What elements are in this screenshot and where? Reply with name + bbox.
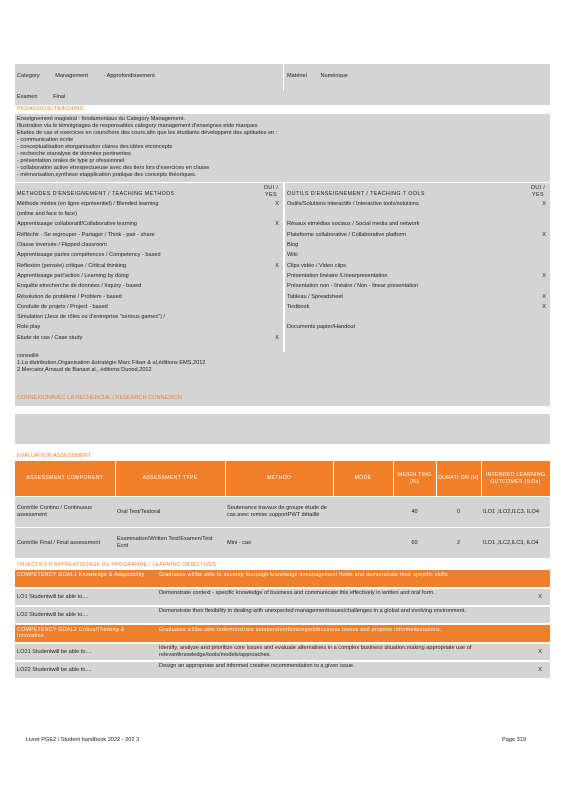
method-cell: Mini - cas bbox=[225, 528, 333, 558]
teaching-tools-column bbox=[285, 183, 550, 353]
list-item bbox=[15, 662, 550, 678]
methods-title: METHODES D'ENSEIGNEMENT / TEACHING METHODS bbox=[17, 190, 175, 197]
page-number: Page 319 bbox=[502, 737, 526, 743]
weighting-header: WEIGH TING (%) bbox=[393, 461, 436, 497]
item-label: Wiki bbox=[287, 252, 298, 259]
weighting-cell: 60 bbox=[393, 528, 436, 558]
list-item bbox=[285, 201, 550, 211]
teaching-line: - recherche etanalyse de données pertinentes bbox=[17, 150, 131, 157]
tools-title: OUTILS D'ENSEIGNEMENT / TEACHING T OOLS bbox=[287, 190, 425, 197]
list-item bbox=[15, 324, 283, 334]
yes-mark: X bbox=[275, 334, 279, 341]
item-label: Plateforme collaborative / Collaborative platform bbox=[287, 231, 407, 238]
list-item bbox=[15, 232, 283, 242]
list-item bbox=[285, 273, 550, 283]
method-header: METHOD bbox=[225, 461, 333, 497]
lo-check: X bbox=[538, 593, 542, 600]
list-item bbox=[285, 324, 550, 334]
item-label: Conduite de projets / Project - based bbox=[17, 303, 108, 310]
list-item bbox=[285, 294, 550, 304]
exam-value: Final bbox=[53, 94, 66, 100]
teaching-line: Enseignement magistral : fondamentaux du Category Management. bbox=[17, 116, 185, 122]
page-footer bbox=[26, 737, 526, 744]
evaluation-table bbox=[15, 461, 551, 558]
type-header: ASSESSMENT TYPE bbox=[115, 461, 225, 497]
footer-handbook: Livret PGE2 / Student handbook 2022 - 202 3 bbox=[26, 737, 140, 743]
lo-label: LO22 Studentwill be able to.... bbox=[17, 666, 92, 673]
exam-label: Examen bbox=[17, 94, 38, 100]
component-cell: Contrôle Final / Final assessment bbox=[15, 528, 115, 558]
list-item bbox=[285, 242, 550, 252]
item-label: Documents papier/Handout bbox=[287, 324, 356, 331]
competency-goal-1 bbox=[15, 570, 550, 587]
list-item bbox=[15, 263, 283, 273]
lo-description: Demonstrate their flexibility in dealing with unexpected managementissues/challenges in a global and evolving environment. bbox=[159, 607, 466, 614]
teaching-line: Illustration via le témoignages de responsables category management d'enseignes etde marques bbox=[17, 122, 258, 129]
item-label: Simulation (Jeux de rôles ou d'entreprise "serious games") / bbox=[17, 314, 166, 321]
methods-header bbox=[15, 183, 283, 201]
header-divider bbox=[283, 64, 284, 91]
list-item bbox=[15, 242, 283, 252]
methods-tools-section bbox=[15, 183, 550, 353]
bibliography-line: 2.Mercator,Arnaud de Banast al., éditions Dunod,2012 bbox=[17, 366, 152, 373]
lo-description: Design an appropriate and informed creative recommendation to a given issue. bbox=[159, 662, 355, 669]
lo-description: Demonstrate context - specific knowledge of business and communicate this effectively in written and oral form. bbox=[159, 589, 435, 596]
yes-mark: X bbox=[275, 262, 279, 269]
weighting-cell: 40 bbox=[393, 497, 436, 528]
yes-mark: X bbox=[542, 200, 546, 207]
ilos-cell: ILO1 ,ILO2,ILC3, ILO4 bbox=[481, 497, 550, 528]
yes-mark: X bbox=[542, 293, 546, 300]
item-label: Apprentissage parl'action / Learning by doing bbox=[17, 272, 129, 279]
item-label: Textbook bbox=[287, 303, 310, 310]
type-cell: Oral Test/Testoral bbox=[115, 497, 225, 528]
list-item bbox=[285, 283, 550, 293]
teaching-box bbox=[15, 114, 550, 182]
list-item bbox=[15, 644, 550, 660]
list-item bbox=[15, 211, 283, 221]
item-label: Apprentissage collaboratif/Collaborative learning bbox=[17, 221, 138, 228]
yes-mark: X bbox=[542, 303, 546, 310]
research-connexion-title: CONNEXIONAVEC LA RECHERCHE / RESEARCH CONNEXION bbox=[17, 394, 182, 401]
item-label: Classe inversée / Flipped classroom bbox=[17, 242, 107, 249]
list-item bbox=[285, 304, 550, 314]
duration-cell: 2 bbox=[436, 528, 481, 558]
yes-column-label: OUI / YES bbox=[530, 184, 546, 198]
competency-goal-2 bbox=[15, 625, 550, 642]
duration-cell: 0 bbox=[436, 497, 481, 528]
category-line bbox=[17, 73, 169, 80]
item-label: Présentation non - linéaire / Non - linear presentation bbox=[287, 283, 419, 290]
list-item bbox=[15, 252, 283, 262]
course-header bbox=[15, 64, 550, 105]
list-item bbox=[15, 304, 283, 314]
item-label: Etude de cas / Case study bbox=[17, 334, 83, 341]
material-label: Matériel bbox=[287, 73, 307, 79]
exam-line bbox=[17, 94, 79, 101]
list-item bbox=[15, 589, 550, 605]
evaluation-title: EVALUATION ASSESSMENT bbox=[17, 452, 92, 459]
yes-mark: X bbox=[542, 272, 546, 279]
bibliography-line: 1.La distribution,Organisation &stratégie Marc Filser & al,éditions EMS,2012 bbox=[17, 359, 206, 366]
item-label: Blog bbox=[287, 242, 299, 249]
table-row bbox=[15, 528, 550, 558]
item-label: Tableau / Spreadsheet bbox=[287, 293, 343, 300]
methods-list bbox=[15, 201, 283, 345]
yes-mark: X bbox=[542, 231, 546, 238]
item-label: Méthode mixtes (en ligne etprésentiel) / Blended learning bbox=[17, 200, 159, 207]
item-label: Reflexion (pensée) critique / Critical thinking bbox=[17, 262, 127, 269]
item-label: Présentation linéaire /Linearpresentation bbox=[287, 272, 388, 279]
goal-2-description: Graduates willbe able todemonstrate independentthinkingintobusiness issues and propose informedsolutions. bbox=[159, 626, 442, 633]
list-item bbox=[15, 273, 283, 283]
category-sub: - Approfondissement bbox=[103, 73, 155, 79]
teaching-line: - conceptualisation etorganisation claires des idées etconcepts bbox=[17, 143, 173, 150]
teaching-line: - collaboration active etrespectueuse avec des tiers lors d'exercices en classe bbox=[17, 164, 210, 171]
category-label: Category bbox=[17, 73, 40, 79]
mode-header: MODE bbox=[333, 461, 393, 497]
yes-column-label: OUI / YES bbox=[263, 184, 279, 198]
list-item bbox=[15, 201, 283, 211]
lo-description: Identify, analyze and prioritize core issues and evaluate alternatives in a complex business situation,making appropriate use of relevantknowledge/tools/models/approaches. bbox=[159, 644, 472, 658]
item-label: Role play bbox=[17, 324, 41, 331]
table-row bbox=[15, 497, 550, 528]
teaching-line: - présentation orales de type pr ofessionnel bbox=[17, 157, 125, 164]
mode-cell bbox=[333, 497, 393, 528]
lo-check: X bbox=[538, 666, 542, 673]
material-value: Numérique bbox=[320, 73, 348, 79]
tools-list bbox=[285, 201, 550, 335]
teaching-title: PEDAGOGIE/TEACHING bbox=[17, 106, 85, 112]
goal-1-description: Graduates willbe able to develop thorough knowledge inmanagement fields and demonstrate their specific skills bbox=[159, 571, 448, 578]
component-header: ASSESSMENT COMPONENT bbox=[15, 461, 115, 497]
component-cell: Contrôle Continu / Continuous assessment bbox=[15, 497, 115, 528]
research-connexion-box bbox=[15, 414, 550, 444]
teaching-line: - mémorisation,synthèse etapplication pratique des concepts théoriques. bbox=[17, 171, 197, 178]
item-label: Enquête etrecherche de données / Inquiry - based bbox=[17, 283, 142, 290]
mode-cell bbox=[333, 528, 393, 558]
lo-label: LO21 Studentwill be able to.... bbox=[17, 648, 92, 655]
item-label: Résaux etmédias sociaux / Social media and network bbox=[287, 221, 420, 228]
method-cell: Soutenance travaux de groupe étude de cas avec remise supportPWT détaillé bbox=[225, 497, 333, 528]
list-item bbox=[15, 335, 283, 345]
syllabus-page bbox=[15, 64, 550, 678]
list-item bbox=[285, 232, 550, 242]
material-line bbox=[287, 73, 360, 80]
lo-label: LO2 Studentwill be able to.... bbox=[17, 611, 89, 618]
tools-header bbox=[285, 183, 550, 201]
list-item bbox=[285, 221, 550, 231]
item-label: Outils/Solutions interactifs / Interactive tools/solutions bbox=[287, 200, 419, 207]
lo-label: LO1 Studentwill be able to.... bbox=[17, 593, 89, 600]
type-cell: Examination/Written Test/Examen/Test Ecrit bbox=[115, 528, 225, 558]
goal-1-label: COMPETENCY GOAL1 Knowledge & Adaptability bbox=[17, 571, 145, 578]
item-label: Apprentissage parles compétences / Competency - based bbox=[17, 252, 161, 259]
list-item bbox=[15, 607, 550, 623]
teaching-line: Etudes de cas et exercices en cours/hors des cours,afin que les étudiants développent des aptitudes en : bbox=[17, 129, 278, 136]
list-item bbox=[15, 283, 283, 293]
ilos-cell: ILO1 ,ILC2,ILC3, ILO4 bbox=[481, 528, 550, 558]
list-item bbox=[285, 252, 550, 262]
teaching-line: - communication écrite bbox=[17, 136, 74, 143]
yes-mark: X bbox=[275, 221, 279, 228]
list-item bbox=[285, 314, 550, 324]
yes-mark: X bbox=[275, 200, 279, 207]
evaluation-header-row bbox=[15, 461, 550, 497]
teaching-methods-column bbox=[15, 183, 283, 353]
goal-2-label: COMPETENCY GOAL2 CriticalThinking & Innovation bbox=[17, 626, 125, 640]
ilos-header: INTENDED LEARNING OUTCOMES (ILOs) bbox=[481, 461, 550, 497]
list-item bbox=[15, 221, 283, 231]
list-item bbox=[15, 314, 283, 324]
duration-header: DURATI ON (H) bbox=[436, 461, 481, 497]
item-label: Clips vidéo / Video clips bbox=[287, 262, 346, 269]
lo-check: X bbox=[538, 648, 542, 655]
list-item bbox=[285, 263, 550, 273]
list-item bbox=[15, 294, 283, 304]
category-value: Management bbox=[55, 73, 88, 79]
item-label: Réfléchir - Se regrouper - Partager / Think - pair - share bbox=[17, 231, 155, 238]
list-item bbox=[285, 211, 550, 221]
objectives-title: OBJECTIFS D'APPRENTISSAGE DU PROGRAMME / LEARNING OBJECTIVES bbox=[17, 561, 217, 568]
item-label: (online and face to face) bbox=[17, 211, 78, 218]
item-label: Résolution de problème / Problem - based bbox=[17, 293, 122, 300]
bibliography-line: conseillé bbox=[17, 352, 39, 359]
